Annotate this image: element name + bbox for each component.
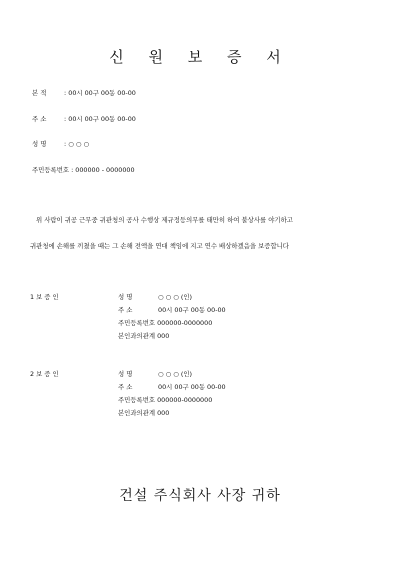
guarantor-2-row — [118, 408, 169, 417]
guarantor-1-heading: 1 보 증 인 — [30, 293, 59, 301]
row-label: 주 소 — [118, 306, 133, 314]
row-value: ○ ○ ○ (인) — [158, 293, 193, 301]
row-value: 000000-0000000 — [157, 396, 213, 404]
row-label: 주민등록번호 — [118, 319, 156, 327]
row-label: 성 명 — [118, 370, 133, 378]
field-label: 주 소 — [32, 115, 47, 123]
row-label: 성 명 — [118, 293, 133, 301]
field-value: 00시 00구 00동 00-00 — [68, 89, 136, 97]
field-sep: : — [71, 166, 74, 174]
field-label: 주민등록번호 — [32, 166, 70, 174]
guarantor-2-heading: 2 보 증 인 — [30, 370, 59, 378]
row-value: 000000-0000000 — [157, 319, 213, 327]
field-value: ○ ○ ○ — [68, 140, 90, 148]
field-sep: : — [64, 115, 67, 123]
guarantor-2-row — [118, 369, 192, 378]
field-address — [32, 114, 136, 123]
field-value: 00시 00구 00동 00-00 — [68, 115, 136, 123]
field-name — [32, 139, 89, 148]
row-value: 000 — [157, 409, 170, 417]
guarantor-1-row — [118, 305, 226, 314]
row-label: 본인과의관계 — [118, 332, 156, 340]
row-value: ○ ○ ○ (인) — [158, 370, 193, 378]
row-label: 주민등록번호 — [118, 396, 156, 404]
row-value: 00시 00구 00동 00-00 — [158, 306, 226, 314]
document-title: 신 원 보 증 서 — [109, 48, 291, 66]
field-sep: : — [64, 140, 67, 148]
guarantor-2-row — [118, 395, 212, 404]
row-label: 본인과의관계 — [118, 409, 156, 417]
row-label: 주 소 — [118, 383, 133, 391]
guarantor-1-row — [118, 331, 169, 340]
row-value: 000 — [157, 332, 170, 340]
field-resident-number — [32, 165, 135, 174]
guarantor-2-row — [118, 382, 226, 391]
field-label: 성 명 — [32, 140, 47, 148]
row-value: 00시 00구 00동 00-00 — [158, 383, 226, 391]
addressee-footer: 건설 주식회사 사장 귀하 — [119, 488, 281, 504]
body-line-1: 위 사람이 귀공 근무중 귀관청의 공사 수행상 제규정등의무를 태만히 하여 불상사를 야기하고 — [36, 216, 293, 224]
field-sep: : — [64, 89, 67, 97]
body-line-2: 귀관청에 손해를 끼쳤을 때는 그 손해 전액을 연대 책임에 지고 연수 배상하겠음을 보증합니다 — [30, 242, 289, 250]
guarantor-1-row — [118, 318, 212, 327]
guarantor-1-row — [118, 292, 192, 301]
field-label: 본 적 — [32, 89, 47, 97]
field-domicile — [32, 88, 136, 97]
field-value: 000000 - 0000000 — [75, 166, 135, 174]
